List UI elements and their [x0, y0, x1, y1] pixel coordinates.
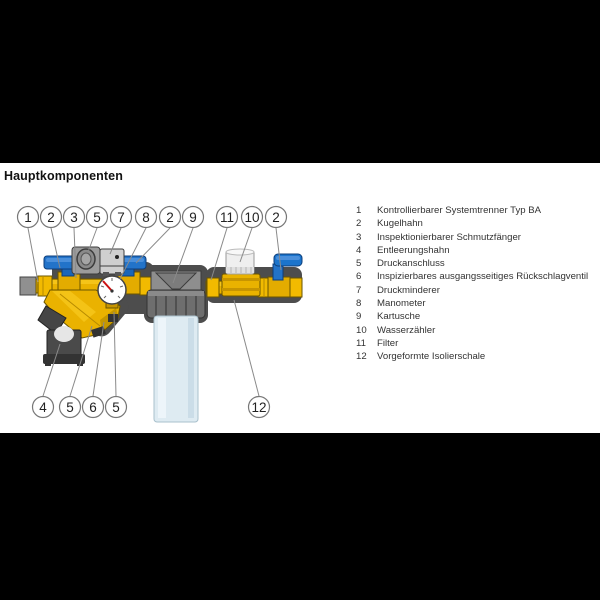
callout-circles-bottom: [33, 397, 270, 418]
callout-2c: 2: [272, 210, 280, 225]
callout-4: 4: [39, 400, 47, 415]
callout-8: 8: [142, 210, 150, 225]
legend-item: [356, 284, 600, 297]
callout-11: 11: [219, 210, 235, 225]
legend-item: [356, 270, 600, 283]
legend-label: Druckminderer: [377, 284, 440, 296]
legend-label: Inspektionierbarer Schmutzfänger: [377, 231, 521, 243]
pressure-reducer: [100, 249, 124, 276]
legend-num: 2: [356, 218, 362, 230]
inlet-connector: [20, 277, 36, 295]
legend-item: [356, 350, 600, 363]
legend-item: [356, 217, 600, 230]
legend-label: Vorgeformte Isolierschale: [377, 351, 486, 363]
callout-3: 3: [70, 210, 78, 225]
filter-cartridge-bowl: [154, 316, 198, 422]
legend-num: 4: [356, 244, 362, 256]
legend-label: Entleerungshahn: [377, 244, 450, 256]
legend-item: [356, 244, 600, 257]
water-meter: [222, 249, 260, 296]
legend-num: 7: [356, 284, 362, 296]
callout-6: 6: [89, 400, 97, 415]
legend-num: 6: [356, 271, 362, 283]
legend-num: 3: [356, 231, 362, 243]
legend-num: 10: [356, 324, 367, 336]
inspection-cover: [72, 247, 100, 274]
filter-collar: [147, 290, 205, 318]
callout-5b: 5: [66, 400, 74, 415]
legend-item: [356, 257, 600, 270]
legend-item: [356, 204, 600, 217]
legend-item: [356, 297, 600, 310]
callout-9: 9: [189, 210, 197, 225]
callout-circles-top: [18, 207, 287, 228]
callout-10: 10: [244, 210, 260, 225]
legend-num: 11: [356, 337, 366, 349]
legend-item: [356, 231, 600, 244]
legend-num: 5: [356, 258, 362, 270]
legend-item: [356, 324, 600, 337]
callout-7: 7: [117, 210, 125, 225]
legend-item: [356, 337, 600, 350]
callout-5c: 5: [112, 400, 120, 415]
legend-item: [356, 310, 600, 323]
legend-label: Druckanschluss: [377, 258, 445, 270]
legend-label: Kugelhahn: [377, 218, 423, 230]
legend-label: Kontrollierbarer Systemtrenner Typ BA: [377, 205, 542, 216]
page-title: Hauptkomponenten: [4, 169, 123, 183]
legend-label: Kartusche: [377, 311, 421, 323]
legend-num: 12: [356, 351, 367, 363]
legend-num: 8: [356, 298, 362, 310]
legend-label: Inspizierbares ausgangsseitiges Rückschlagventil: [377, 271, 589, 283]
legend-num: 1: [356, 205, 362, 216]
callout-2b: 2: [166, 210, 174, 225]
callout-5a: 5: [93, 210, 101, 225]
legend-label: Filter: [377, 337, 399, 349]
component-legend: [356, 204, 600, 364]
legend-num: 9: [356, 311, 362, 323]
legend-label: Manometer: [377, 298, 426, 310]
callout-1: 1: [24, 210, 32, 225]
callout-12: 12: [251, 400, 267, 415]
callout-2a: 2: [47, 210, 55, 225]
legend-label: Wasserzähler: [377, 324, 436, 336]
